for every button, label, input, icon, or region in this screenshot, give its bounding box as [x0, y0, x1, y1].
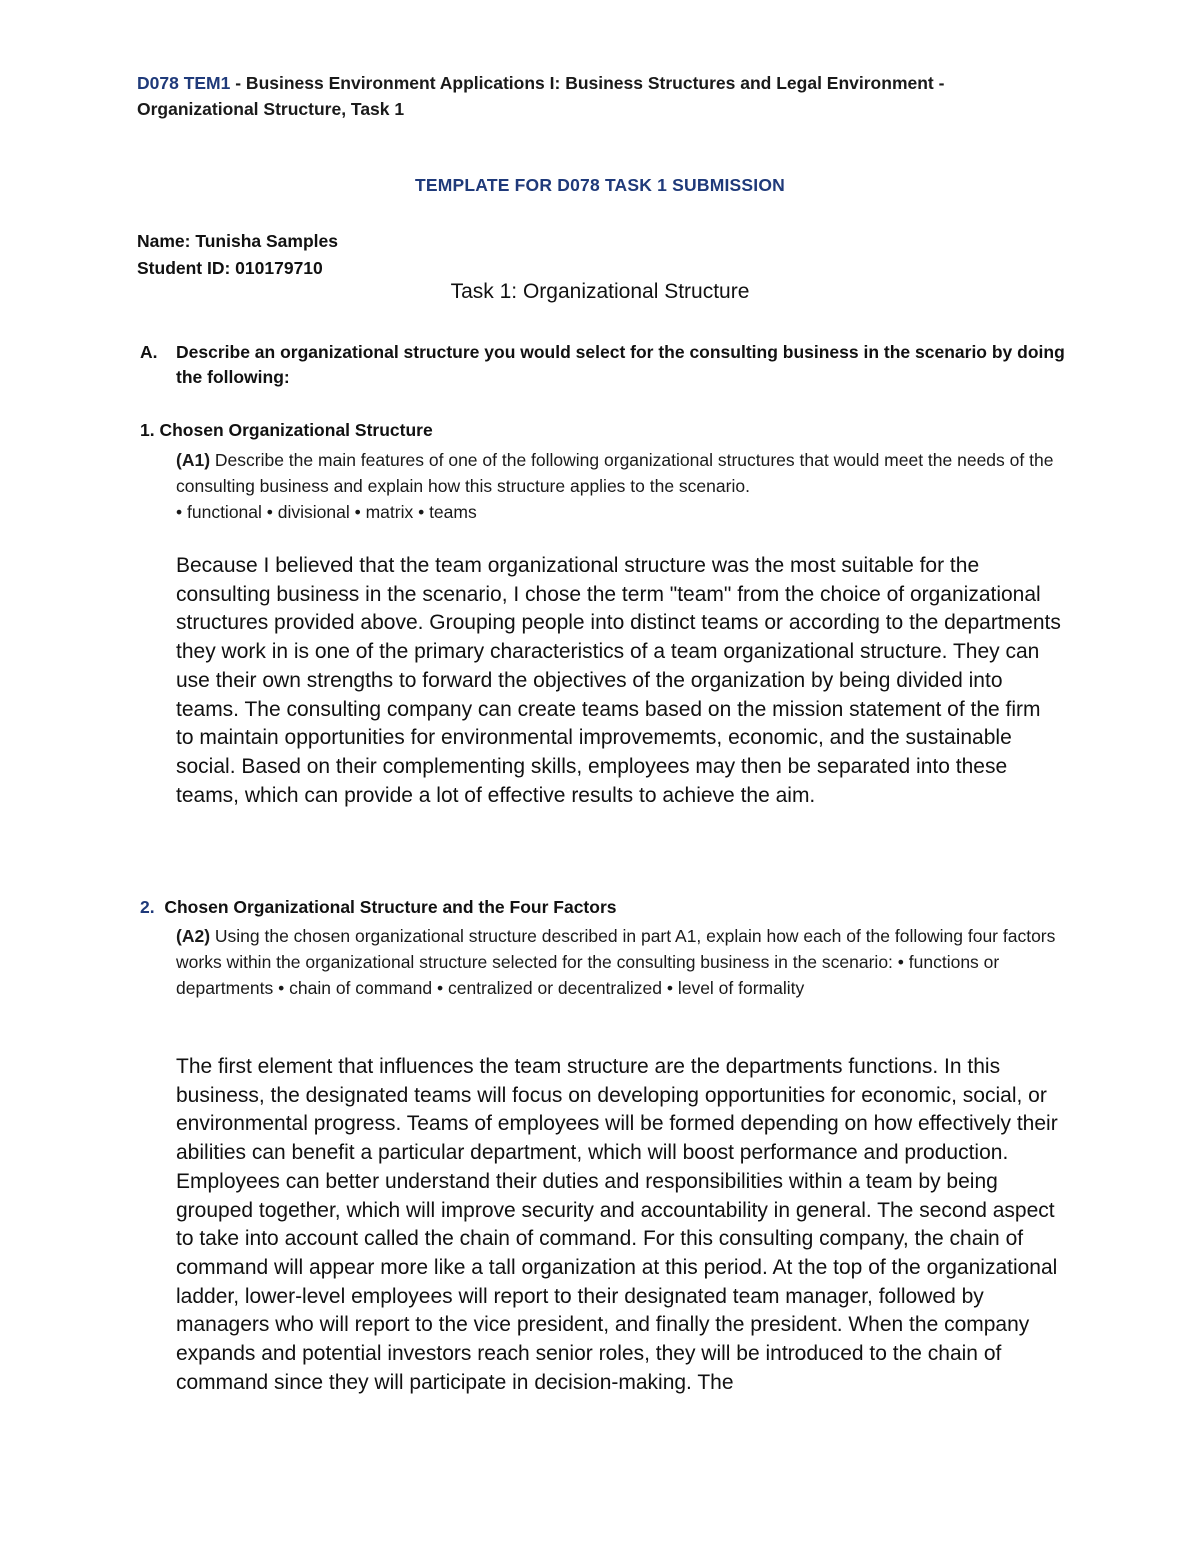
course-code: D078 TEM1	[137, 73, 231, 93]
question-a	[140, 340, 1065, 390]
student-name: Name: Tunisha Samples	[137, 231, 338, 251]
section2-answer: The first element that influences the team structure are the departments functions. In this business, the designated teams will focus on developing opportunities for economic, social, or environmental progress. Teams of employees will be formed depending on how effectively their abilities can benefit a particular department, which will boost performance and production. Employees can better understand their duties and responsibilities within a team by being grouped together, which will improve security and accountability in general. The second aspect to take into account called the chain of command. For this consulting company, the chain of command will appear more like a tall organization at this period. At the top of the organizational ladder, lower-level employees will report to their designated team manager, followed by managers who will report to the vice president, and finally the president. When the company expands and potential investors reach senior roles, they will be introduced to the chain of command since they will participate in decision-making. The	[176, 1055, 1058, 1394]
section2-prompt-text: Using the chosen organizational structure described in part A1, explain how each of the following four factors works within the organizational structure selected for the consulting business in the scenario: • functions or departments • chain of command • centralized or decentralized • level of formality	[176, 926, 1056, 998]
course-title: - Business Environment Applications I: Business Structures and Legal Environment - Organizational Structure, Task 1	[137, 73, 945, 119]
section2-heading: Chosen Organizational Structure and the Four Factors	[164, 897, 617, 917]
question-a-text: Describe an organizational structure you would select for the consulting business in the scenario by doing the following:	[176, 342, 1065, 387]
student-id: Student ID: 010179710	[137, 258, 323, 278]
section2-prompt-code: (A2)	[176, 926, 211, 946]
template-title: TEMPLATE FOR D078 TASK 1 SUBMISSION	[414, 175, 785, 195]
section1-heading: 1. Chosen Organizational Structure	[140, 420, 433, 440]
section1-prompt-code: (A1)	[176, 450, 211, 470]
document-header	[137, 70, 1067, 122]
section1-prompt	[176, 447, 1056, 525]
question-a-label: A.	[140, 342, 158, 362]
section1-answer: Because I believed that the team organizational structure was the most suitable for the consulting business in the scenario, I chose the term "team" from the choice of organizational structures provided above. Grouping people into distinct teams or according to the departments they work in is one of the primary characteristics of a team organizational structure. They can use their own strengths to forward the objectives of the organization by being divided into teams. The consulting company can create teams based on the mission statement of the firm to maintain opportunities for environmental improvememts, economic, and the sustainable social. Based on their complementing skills, employees may then be separated into these teams, which can provide a lot of effective results to achieve the aim.	[176, 554, 1061, 807]
student-info	[137, 228, 338, 282]
section2-heading-row	[140, 897, 616, 918]
section1-prompt-text: Describe the main features of one of the following organizational structures that would meet the needs of the consulting business and explain how this structure applies to the scenario.	[176, 450, 1054, 496]
task-title: Task 1: Organizational Structure	[450, 280, 750, 303]
section1-options: • functional • divisional • matrix • teams	[176, 502, 477, 522]
section2-number: 2.	[140, 897, 155, 917]
section2-prompt	[176, 923, 1056, 1001]
